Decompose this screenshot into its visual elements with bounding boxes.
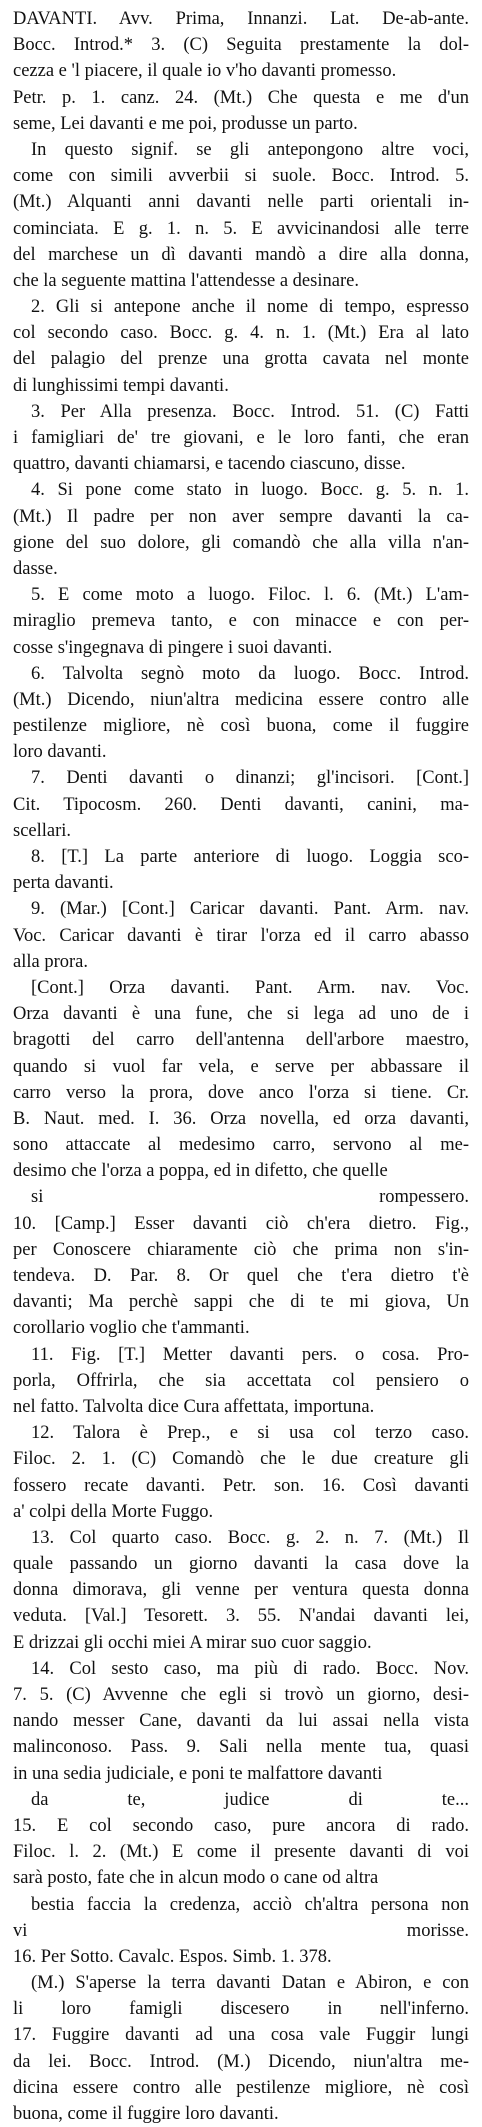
entry-line: 4. Si pone come stato in luogo. Bocc. g. 5. n. 1. xyxy=(31,480,469,501)
entry-line: malinconoso. Pass. 9. Sali nella mente tua, quasi xyxy=(13,1737,469,1758)
entry-line: del palagio del prenze una grotta cavata nel monte xyxy=(13,349,469,370)
entry-line: Filoc. l. 2. (Mt.) E come il presente davanti di voi xyxy=(13,1842,469,1863)
entry-line: (M.) S'aperse la terra davanti Datan e Abiron, e con xyxy=(31,1973,469,1994)
entry-line: Petr. p. 1. canz. 24. (Mt.) Che questa e me d'un xyxy=(13,87,469,108)
entry-line: 12. Talora è Prep., e si usa col terzo caso. xyxy=(31,1423,469,1444)
entry-line: porla, Offrirla, che sia accettata col pensiero o xyxy=(13,1370,469,1391)
entry-line: donna dimorava, gli venne per ventura questa donna xyxy=(13,1580,469,1601)
entry-line: cezza e 'l piacere, il quale io v'ho davanti promesso. xyxy=(13,61,397,82)
entry-line: 11. Fig. [T.] Metter davanti pers. o cosa. Pro- xyxy=(31,1344,469,1365)
entry-line: sono attaccate al medesimo carro, servono al me- xyxy=(13,1135,469,1156)
entry-line: DAVANTI. Avv. Prima, Innanzi. Lat. De-ab-ante. xyxy=(13,9,469,29)
entry-line: veduta. [Val.] Tesorett. 3. 55. N'andai davanti lei, xyxy=(13,1606,469,1627)
entry-line: 8. [T.] La parte anteriore di luogo. Loggia sco- xyxy=(31,847,469,867)
entry-line: In questo signif. se gli antepongono altre voci, xyxy=(31,139,469,160)
entry-line: cosse s'ingegnava di pingere i suoi davanti. xyxy=(13,637,333,658)
entry-line: vi morisse. xyxy=(13,1920,469,1941)
entry-line: 6. Talvolta segnò moto da luogo. Bocc. Introd. xyxy=(31,663,469,684)
entry-line: alla prora. xyxy=(13,951,88,972)
entry-line: bestia faccia la credenza, acciò ch'altra persona non xyxy=(31,1894,469,1915)
entry-line: come con simili avverbii si suole. Bocc. Introd. 5. xyxy=(13,166,469,187)
entry-line: bragotti del carro dell'antenna dell'arbore maestro, xyxy=(13,1030,469,1051)
entry-line: sarà posto, fate che in alcun modo o cane od altra xyxy=(13,1868,379,1889)
entry-line: si rompessero. xyxy=(31,1187,469,1208)
entry-line: Cit. Tipocosm. 260. Denti davanti, canini, ma- xyxy=(13,794,469,815)
entry-line: corollario voglio che t'ammanti. xyxy=(13,1318,250,1339)
entry-line: Voc. Caricar davanti è tirar l'orza ed il carro abasso xyxy=(13,925,469,946)
entry-line: i famigliari de' tre giovani, e le loro fanti, che eran xyxy=(13,428,469,448)
entry-line: seme, Lei davanti e me poi, produsse un parto. xyxy=(13,113,358,134)
entry-line: che la seguente mattina l'attendesse a desinare. xyxy=(13,270,359,291)
entry-line: dasse. xyxy=(13,558,58,579)
entry-line: 13. Col quarto caso. Bocc. g. 2. n. 7. (Mt.) Il xyxy=(31,1527,469,1548)
entry-line: da lei. Bocc. Introd. (M.) Dicendo, niun'altra me- xyxy=(13,2051,469,2072)
entry-line: (Mt.) Dicendo, niun'altra medicina essere contro alle xyxy=(13,689,469,710)
entry-line: 7. Denti davanti o dinanzi; gl'incisori. [Cont.] xyxy=(31,768,469,789)
entry-line: di lunghissimi tempi davanti. xyxy=(13,375,229,396)
entry-line: del marchese un dì davanti mandò a dire alla donna, xyxy=(13,244,469,265)
entry-line: (Mt.) Alquanti anni davanti nelle parti orientali in- xyxy=(13,192,469,213)
entry-line: 2. Gli si antepone anche il nome di tempo, espresso xyxy=(31,297,469,318)
entry-line: in una sedia judiciale, e poni te malfattore davanti xyxy=(13,1763,383,1784)
entry-line: 14. Col sesto caso, ma più di rado. Bocc. Nov. xyxy=(31,1658,469,1679)
entry-line: miraglio premeva tanto, e con minacce e con per- xyxy=(13,611,469,632)
dictionary-entry-davanti xyxy=(13,6,469,2127)
entry-line: pestilenze migliore, nè così buona, come il fuggire xyxy=(13,716,469,737)
entry-line: nel fatto. Talvolta dice Cura affettata, importuna. xyxy=(13,1396,375,1417)
entry-line: 9. (Mar.) [Cont.] Caricar davanti. Pant. Arm. nav. xyxy=(31,899,469,920)
entry-line: col secondo caso. Bocc. g. 4. n. 1. (Mt.) Era al lato xyxy=(13,323,469,344)
entry-line: 7. 5. (C) Avvenne che egli si trovò un giorno, desi- xyxy=(13,1685,469,1705)
entry-line: nando messer Cane, davanti da lui assai nella vista xyxy=(13,1711,469,1732)
entry-line: da te, judice di te... xyxy=(31,1789,469,1810)
entry-line: desimo che l'orza a poppa, ed in difetto, che quelle xyxy=(13,1161,388,1182)
entry-line: scellari. xyxy=(13,820,72,841)
entry-line: 10. [Camp.] Esser davanti ciò ch'era dietro. Fig., xyxy=(13,1213,469,1234)
entry-line: li loro famigli discesero in nell'inferno. xyxy=(13,1999,469,2020)
entry-line: perta davanti. xyxy=(13,873,114,894)
entry-line: davanti; Ma perchè sappi che di te mi giova, Un xyxy=(13,1292,469,1313)
entry-line: B. Naut. med. I. 36. Orza novella, ed orza davanti, xyxy=(13,1108,469,1129)
entry-line: [Cont.] Orza davanti. Pant. Arm. nav. Voc. xyxy=(31,977,469,998)
entry-line: carro verso la prora, dove anco l'orza si tiene. Cr. xyxy=(13,1082,469,1103)
entry-line: quattro, davanti chiamarsi, e tacendo ciascuno, disse. xyxy=(13,454,406,475)
entry-line: 15. E col secondo caso, pure ancora di rado. xyxy=(13,1815,469,1836)
entry-line: a' colpi della Morte Fuggo. xyxy=(13,1501,214,1522)
entry-line: (Mt.) Il padre per non aver sempre davanti la ca- xyxy=(13,506,469,527)
entry-line: 16. Per Sotto. Cavalc. Espos. Simb. 1. 378. xyxy=(13,1946,332,1967)
entry-line: gione del suo dolore, gli comandò che alla villa n'an- xyxy=(13,532,469,553)
entry-line: 3. Per Alla presenza. Bocc. Introd. 51. (C) Fatti xyxy=(31,401,469,422)
entry-line: quale passando un giorno davanti la casa dove la xyxy=(13,1554,469,1575)
entry-line: Orza davanti è una fune, che si lega ad uno de i xyxy=(13,1004,469,1025)
entry-line: per Conoscere chiaramente ciò che prima non s'in- xyxy=(13,1239,469,1260)
entry-line: 5. E come moto a luogo. Filoc. l. 6. (Mt.) L'am- xyxy=(31,585,469,606)
entry-line: 17. Fuggire davanti ad una cosa vale Fuggir lungi xyxy=(13,2025,469,2046)
entry-line: tendeva. D. Par. 8. Or quel che t'era dietro t'è xyxy=(13,1266,469,1286)
entry-line: Filoc. 2. 1. (C) Comandò che le due creature gli xyxy=(13,1449,469,1470)
entry-line: loro davanti. xyxy=(13,742,107,763)
entry-line: cominciata. E g. 1. n. 5. E avvicinandosi alle terre xyxy=(13,218,469,239)
entry-line: Bocc. Introd.* 3. (C) Seguita prestamente la dol- xyxy=(13,35,469,56)
entry-line: quando si vuol far vela, e serve per abbassare il xyxy=(13,1056,469,1077)
entry-line: dicina essere contro alle pestilenze migliore, nè così xyxy=(13,2077,469,2098)
entry-line: E drizzai gli occhi miei A mirar suo cuor saggio. xyxy=(13,1632,372,1653)
entry-line: fossero recate davanti. Petr. son. 16. Così davanti xyxy=(13,1475,469,1496)
entry-line: buona, come il fuggire loro davanti. xyxy=(13,2104,279,2124)
